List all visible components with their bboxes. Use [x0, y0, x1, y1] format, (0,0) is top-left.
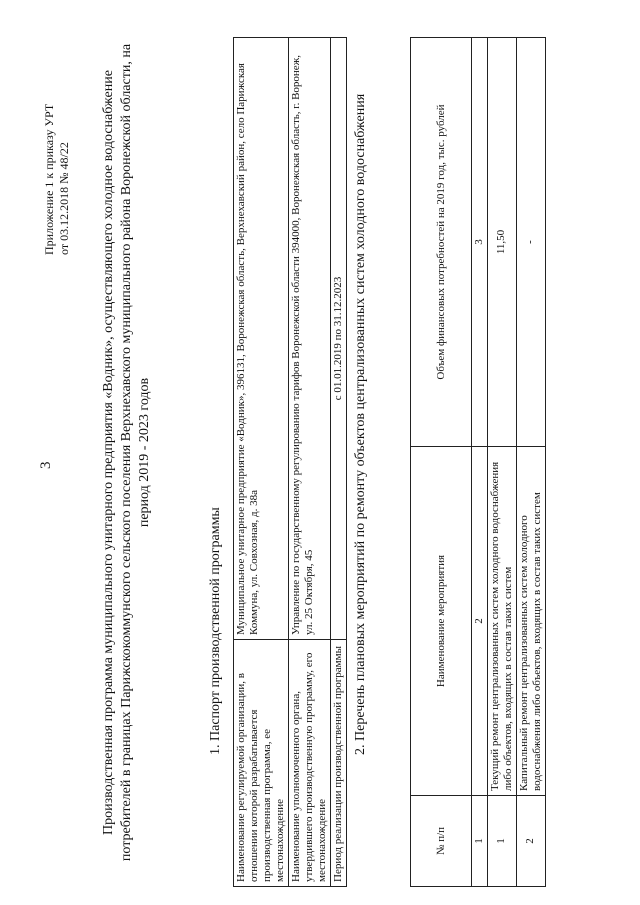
column-number-row: [472, 38, 488, 887]
table-row: [234, 38, 289, 887]
row-number: 2: [516, 796, 545, 887]
column-number: 3: [472, 38, 488, 447]
measure-amount: -: [516, 38, 545, 447]
table-row: [288, 38, 330, 887]
passport-value: с 01.01.2019 по 31.12.2023: [330, 38, 346, 640]
appendix-line-1: Приложение 1 к приказу УРТ: [42, 103, 56, 255]
measure-amount: 11,50: [487, 38, 516, 447]
column-header-number: № п/п: [411, 796, 472, 887]
column-number: 1: [472, 796, 488, 887]
section1-heading: 1. Паспорт производственной программы: [208, 507, 223, 755]
passport-label: Наименование регулируемой организации, в отношении которой разрабатывается производственная программа, ее местонахождение: [234, 640, 289, 887]
column-header-amount: Объем финансовых потребностей на 2019 год, тыс. рублей: [411, 38, 472, 447]
column-number: 2: [472, 447, 488, 796]
appendix-line-2: от 03.12.2018 № 48/22: [57, 142, 71, 255]
page-number: 3: [38, 461, 54, 469]
passport-value: Муниципальное унитарное предприятие «Водник», 396131, Воронежская область, Верхнехавский район, село Парижская Коммуна, ул. Совхозная, д. 38а: [234, 38, 289, 640]
document-title: Производственная программа муниципального унитарного предприятия «Водник», осуществляющего холодное водоснабжение потребителей в границах Парижскокоммунского сельского поселения Верхнехавского муниципального района Воронежской области, на период 2019 - 2023 годов: [101, 43, 153, 862]
table-row: [330, 38, 346, 887]
passport-value: Управление по государственному регулированию тарифов Воронежской области 394000, Воронежская область, г. Воронеж, ул. 25 Октября, 45: [288, 38, 330, 640]
passport-label: Период реализации производственной программы: [330, 640, 346, 887]
section2-heading: 2. Перечень плановых мероприятий по ремонту объектов централизованных систем холодного водоснабжения: [353, 93, 368, 755]
column-header-name: Наименование мероприятия: [411, 447, 472, 796]
passport-table: [233, 37, 347, 887]
passport-label: Наименование уполномоченного органа, утвердившего производственную программу, его местонахождение: [288, 640, 330, 887]
measures-table: [410, 37, 546, 887]
appendix-reference: [42, 15, 72, 255]
measure-name: Текущий ремонт централизованных систем холодного водоснабжения либо объектов, входящих в состав таких систем: [487, 447, 516, 796]
measure-name: Капитальный ремонт централизованных систем холодного водоснабжения либо объектов, входящих в состав таких систем: [516, 447, 545, 796]
table-header-row: [411, 38, 472, 887]
row-number: 1: [487, 796, 516, 887]
table-row: [487, 38, 516, 887]
table-row: [516, 38, 545, 887]
